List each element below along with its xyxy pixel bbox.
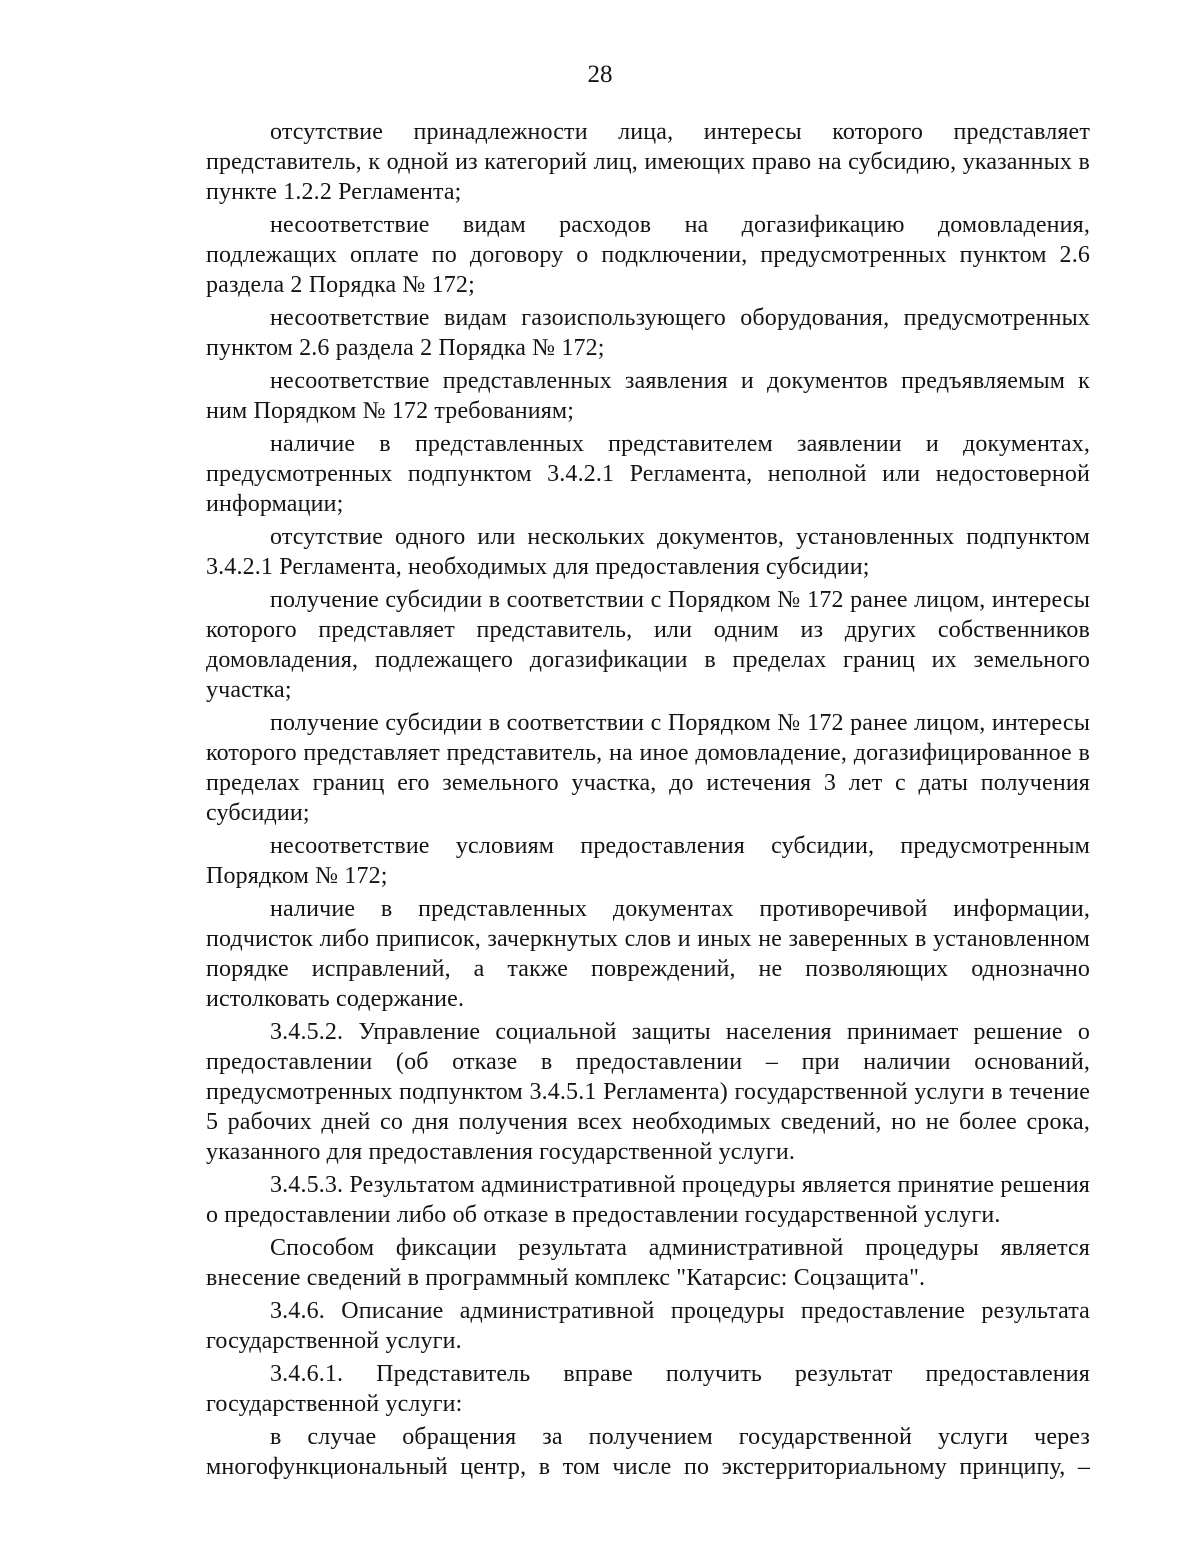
paragraph: отсутствие одного или нескольких документов, установленных подпунктом 3.4.2.1 Регламента, необходимых для предоставления субсидии; (206, 524, 1090, 580)
paragraph: несоответствие представленных заявления и документов предъявляемым к ним Порядком № 172 требованиям; (206, 368, 1090, 424)
paragraph: несоответствие условиям предоставления субсидии, предусмотренным Порядком № 172; (206, 833, 1090, 889)
paragraph: 3.4.6. Описание административной процедуры предоставление результата государственной услуги. (206, 1298, 1090, 1354)
paragraph: наличие в представленных документах противоречивой информации, подчисток либо приписок, зачеркнутых слов и иных не заверенных в установленном порядке исправлений, а также повреждений, не позволяющих однозначно истолковать содержание. (206, 896, 1090, 1012)
paragraph: несоответствие видам газоиспользующего оборудования, предусмотренных пунктом 2.6 раздела 2 Порядка № 172; (206, 305, 1090, 361)
paragraph: получение субсидии в соответствии с Порядком № 172 ранее лицом, интересы которого представляет представитель, на иное домовладение, догазифицированное в пределах границ его земельного участка, до истечения 3 лет с даты получения субсидии; (206, 710, 1090, 826)
paragraph: несоответствие видам расходов на догазификацию домовладения, подлежащих оплате по договору о подключении, предусмотренных пунктом 2.6 раздела 2 Порядка № 172; (206, 212, 1090, 298)
paragraph: 3.4.6.1. Представитель вправе получить результат предоставления государственной услуги: (206, 1361, 1090, 1417)
paragraph: получение субсидии в соответствии с Порядком № 172 ранее лицом, интересы которого представляет представитель, или одним из других собственников домовладения, подлежащего догазификации в пределах границ их земельного участка; (206, 587, 1090, 703)
paragraph: 3.4.5.2. Управление социальной защиты населения принимает решение о предоставлении (об отказе в предоставлении – при наличии оснований, предусмотренных подпунктом 3.4.5.1 Регламента) государственной услуги в течение 5 рабочих дней со дня получения всех необходимых сведений, но не более срока, указанного для предоставления государственной услуги. (206, 1019, 1090, 1165)
document-body (206, 117, 1090, 1485)
paragraph: 3.4.5.3. Результатом административной процедуры является принятие решения о предоставлении либо об отказе в предоставлении государственной услуги. (206, 1172, 1090, 1228)
page-number: 28 (587, 61, 613, 88)
paragraph: наличие в представленных представителем заявлении и документах, предусмотренных подпунктом 3.4.2.1 Регламента, неполной или недостоверной информации; (206, 431, 1090, 517)
paragraph: Способом фиксации результата административной процедуры является внесение сведений в программный комплекс "Катарсис: Соцзащита". (206, 1235, 1090, 1291)
paragraph: в случае обращения за получением государственной услуги через многофункциональный центр, в том числе по экстерриториальному принципу, – (206, 1424, 1090, 1480)
paragraph: отсутствие принадлежности лица, интересы которого представляет представитель, к одной из категорий лиц, имеющих право на субсидию, указанных в пункте 1.2.2 Регламента; (206, 119, 1090, 205)
